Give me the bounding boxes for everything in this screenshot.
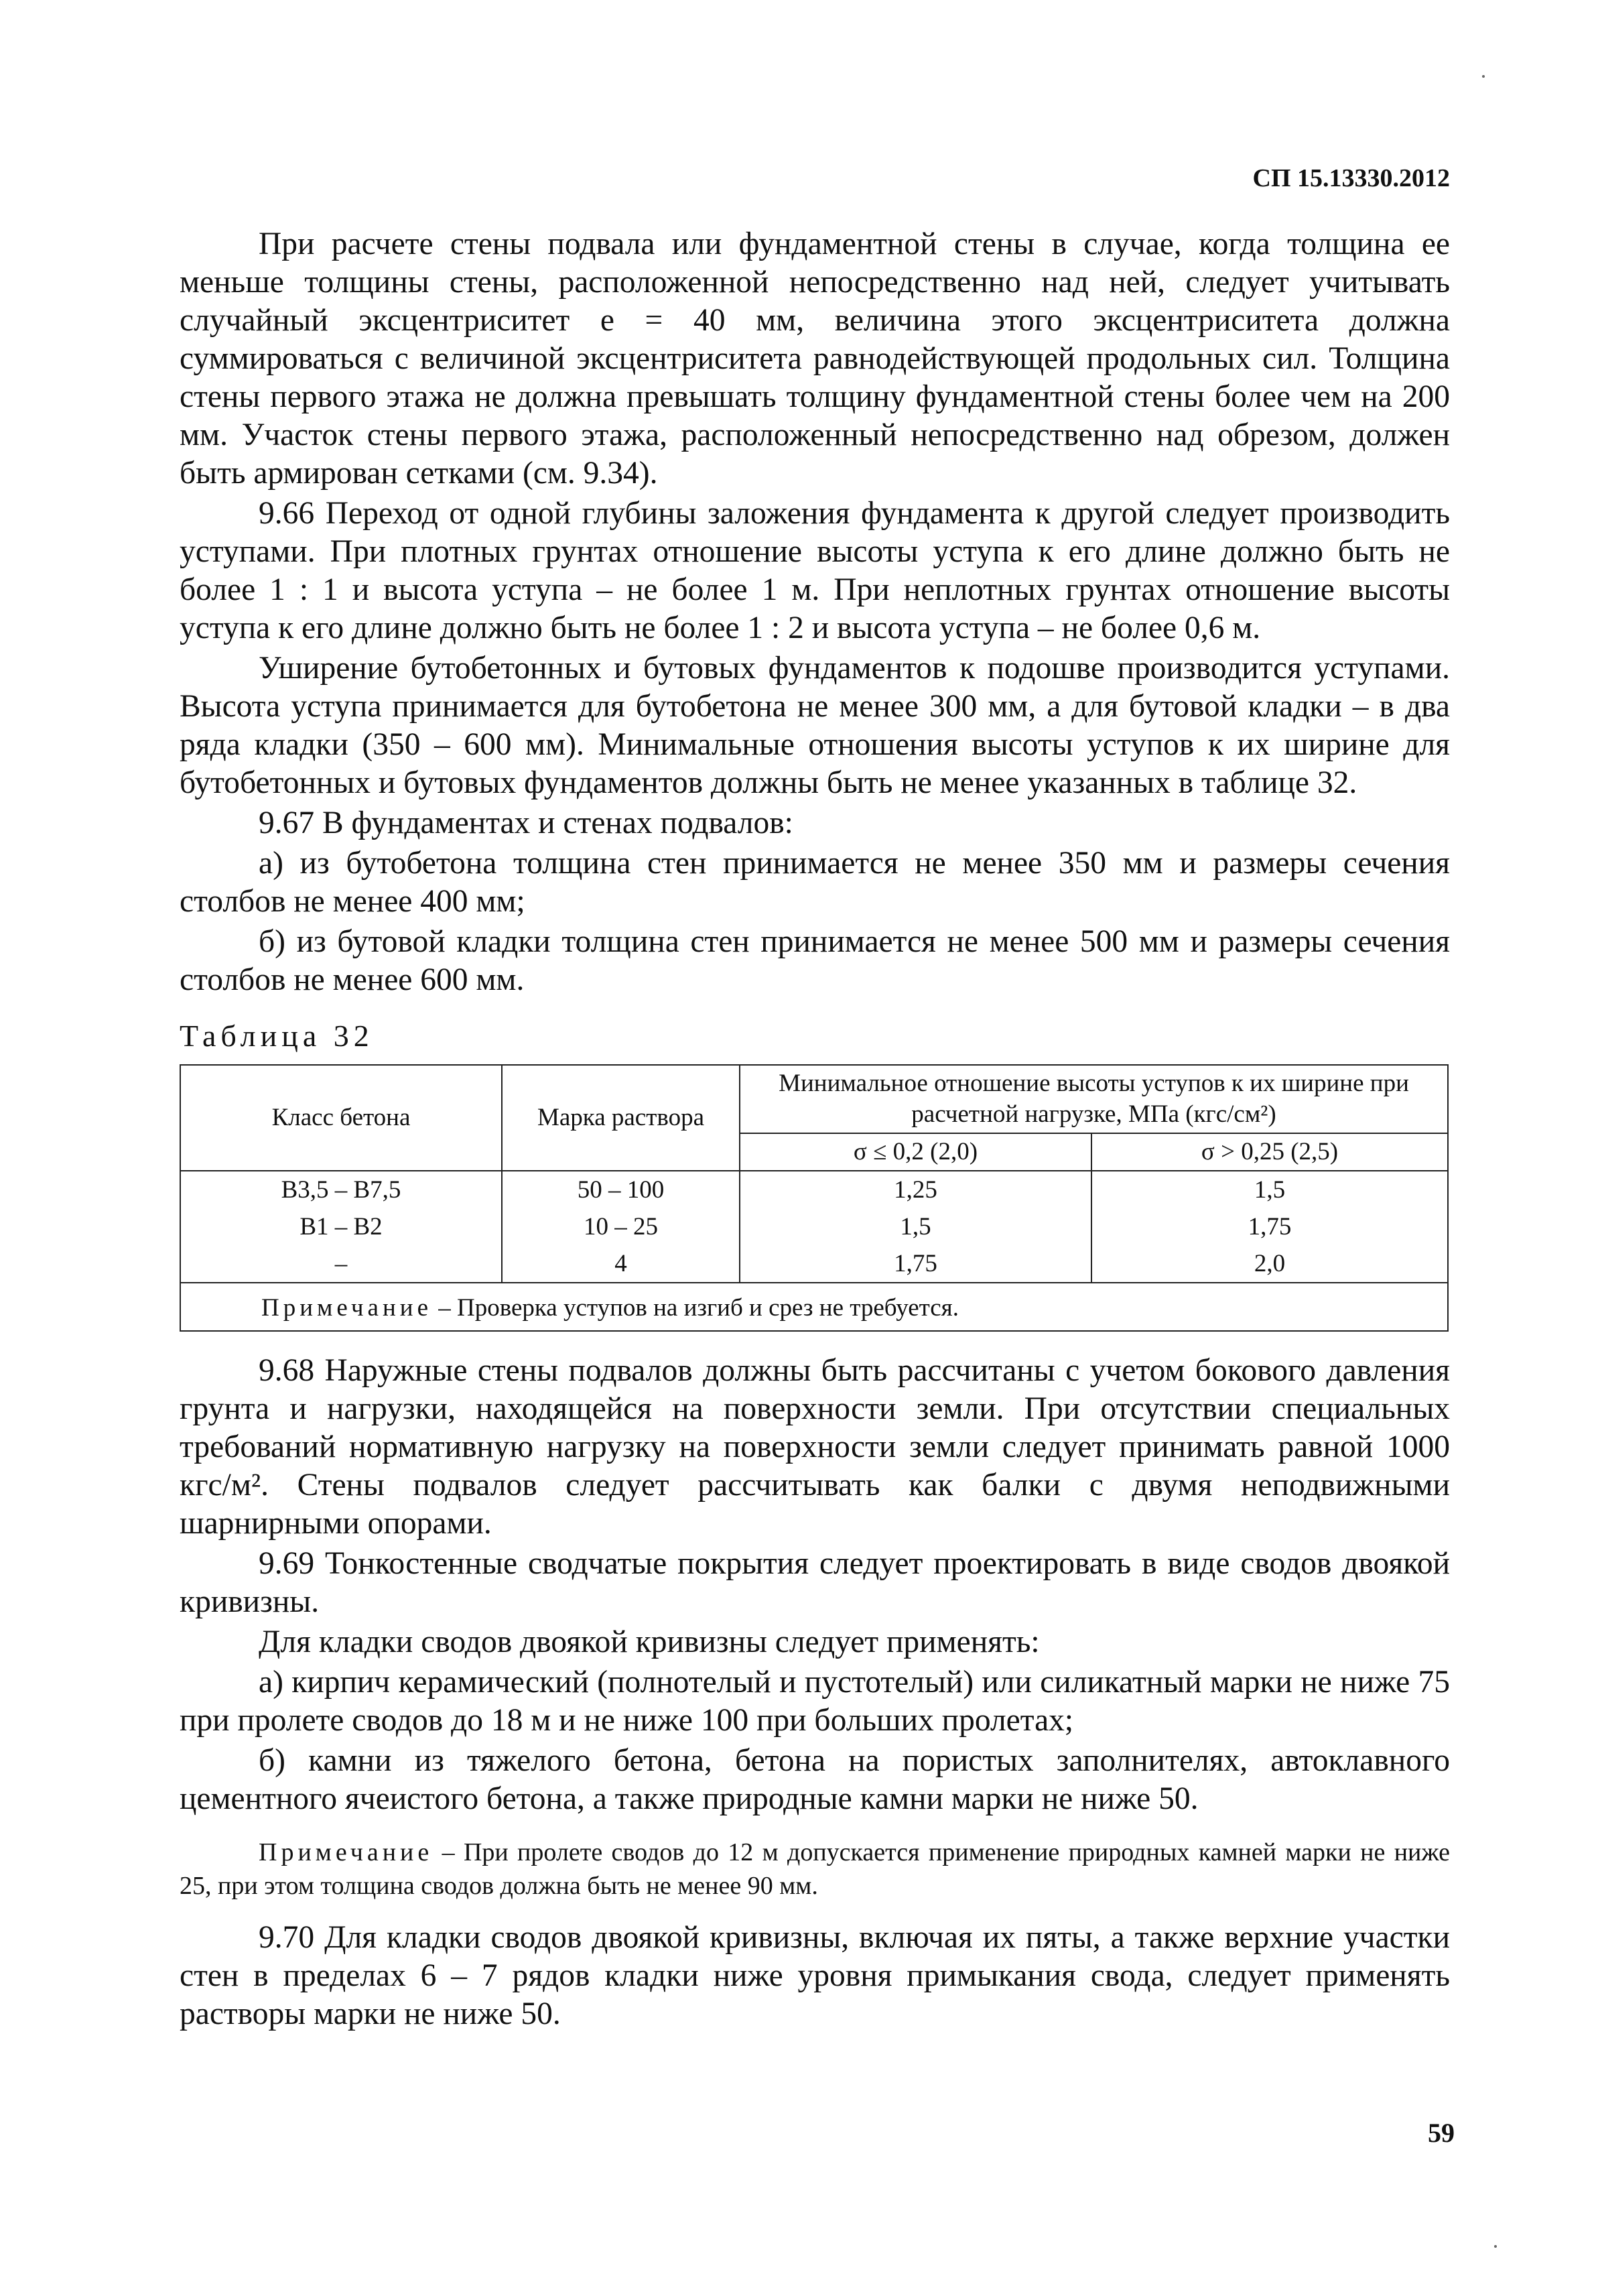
subheader-low-load: σ ≤ 0,2 (2,0) bbox=[740, 1133, 1091, 1171]
cell-concrete: В3,5 – В7,5 bbox=[180, 1171, 502, 1208]
scan-speck bbox=[1482, 75, 1485, 78]
cell-low: 1,25 bbox=[740, 1171, 1091, 1208]
paragraph-9-68: 9.68 Наружные стены подвалов должны быть рассчитаны с учетом бокового давления грунта и нагрузки, находящейся на поверхности земли. При отсутствии специальных требований нормативную нагрузку на поверхности земли следует принимать равной 1000 кгс/м². Стены подвалов следует рассчитывать как балки с двумя неподвижными шарнирными опорами. bbox=[180, 1353, 1450, 1541]
note-vaults-text: – При пролете сводов до 12 м допускается применение природных камней марки не ниже 25, при этом толщина сводов должна быть не менее 90 мм. bbox=[180, 1838, 1450, 1900]
paragraph-9-67: 9.67 В фундаментах и стенах подвалов: bbox=[259, 806, 793, 840]
scan-speck bbox=[1494, 2245, 1497, 2248]
table-header-row bbox=[180, 1065, 1448, 1133]
header-min-ratio: Минимальное отношение высоты уступов к их ширине при расчетной нагрузке, МПа (кгс/см²) bbox=[740, 1065, 1448, 1133]
cell-high: 1,5 bbox=[1091, 1171, 1448, 1208]
cell-concrete: В1 – В2 bbox=[180, 1208, 502, 1245]
page-content bbox=[180, 225, 1450, 2035]
paragraph-9-69-intro: Для кладки сводов двоякой кривизны следует применять: bbox=[259, 1624, 1040, 1659]
cell-mortar: 4 bbox=[502, 1245, 740, 1283]
cell-low: 1,75 bbox=[740, 1245, 1091, 1283]
cell-high: 1,75 bbox=[1091, 1208, 1448, 1245]
header-concrete-class: Класс бетона bbox=[180, 1065, 502, 1171]
note-vaults bbox=[180, 1836, 1450, 1903]
paragraph-9-69-a: а) кирпич керамический (полнотелый и пустотелый) или силикатный марки не ниже 75 при пролете сводов до 18 м и не ниже 100 при больших пролетах; bbox=[180, 1665, 1450, 1738]
table-row bbox=[180, 1245, 1448, 1283]
subheader-high-load: σ > 0,25 (2,5) bbox=[1091, 1133, 1448, 1171]
note-vaults-label: Примечание bbox=[259, 1838, 434, 1866]
table-32 bbox=[180, 1064, 1449, 1332]
table-caption: Таблица 32 bbox=[180, 1019, 374, 1053]
paragraph-9-69: 9.69 Тонкостенные сводчатые покрытия следует проектировать в виде сводов двоякой кривизны. bbox=[180, 1546, 1450, 1619]
table-note-row bbox=[180, 1283, 1448, 1331]
paragraph-9-67-b: б) из бутовой кладки толщина стен принимается не менее 500 мм и размеры сечения столбов не менее 600 мм. bbox=[180, 924, 1450, 997]
header-mortar-grade: Марка раствора bbox=[502, 1065, 740, 1171]
table-row bbox=[180, 1208, 1448, 1245]
table-row bbox=[180, 1171, 1448, 1208]
cell-mortar: 50 – 100 bbox=[502, 1171, 740, 1208]
document-code: СП 15.13330.2012 bbox=[1252, 164, 1450, 192]
paragraph-basement-wall: При расчете стены подвала или фундаментной стены в случае, когда толщина ее меньше толщины стены, расположенной непосредственно над ней, следует учитывать случайный эксцентриситет e = 40 мм, величина этого эксцентриситета должна суммироваться с величиной эксцентриситета равнодействующей продольных сил. Толщина стены первого этажа не должна превышать толщину фундаментной стены более чем на 200 мм. Участок стены первого этажа, расположенный непосредственно над обрезом, должен быть армирован сетками (см. 9.34). bbox=[180, 227, 1450, 491]
cell-concrete: – bbox=[180, 1245, 502, 1283]
cell-mortar: 10 – 25 bbox=[502, 1208, 740, 1245]
table-note bbox=[180, 1283, 1448, 1331]
paragraph-9-67-a: а) из бутобетона толщина стен принимается не менее 350 мм и размеры сечения столбов не менее 400 мм; bbox=[180, 846, 1450, 919]
paragraph-9-70: 9.70 Для кладки сводов двоякой кривизны, включая их пяты, а также верхние участки стен в пределах 6 – 7 рядов кладки ниже уровня примыкания свода, следует применять растворы марки не ниже 50. bbox=[180, 1920, 1450, 2031]
table-note-label: Примечание bbox=[261, 1294, 432, 1322]
table-note-text: – Проверка уступов на изгиб и срез не требуется. bbox=[432, 1294, 959, 1322]
paragraph-9-69-b: б) камни из тяжелого бетона, бетона на пористых заполнителях, автоклавного цементного ячеистого бетона, а также природные камни марки не ниже 50. bbox=[180, 1743, 1450, 1816]
page-number: 59 bbox=[1428, 2118, 1455, 2148]
paragraph-9-66-widening: Уширение бутобетонных и бутовых фундаментов к подошве производится уступами. Высота уступа принимается для бутобетона не менее 300 мм, а для бутовой кладки – в два ряда кладки (350 – 600 мм). Минимальные отношения высоты уступов к их ширине для бутобетонных и бутовых фундаментов должны быть не менее указанных в таблице 32. bbox=[180, 651, 1450, 800]
cell-low: 1,5 bbox=[740, 1208, 1091, 1245]
paragraph-9-66: 9.66 Переход от одной глубины заложения фундамента к другой следует производить уступами. При плотных грунтах отношение высоты уступа к его длине должно быть не более 1 : 1 и высота уступа – не более 1 м. При неплотных грунтах отношение высоты уступа к его длине должно быть не более 1 : 2 и высота уступа – не более 0,6 м. bbox=[180, 496, 1450, 645]
cell-high: 2,0 bbox=[1091, 1245, 1448, 1283]
